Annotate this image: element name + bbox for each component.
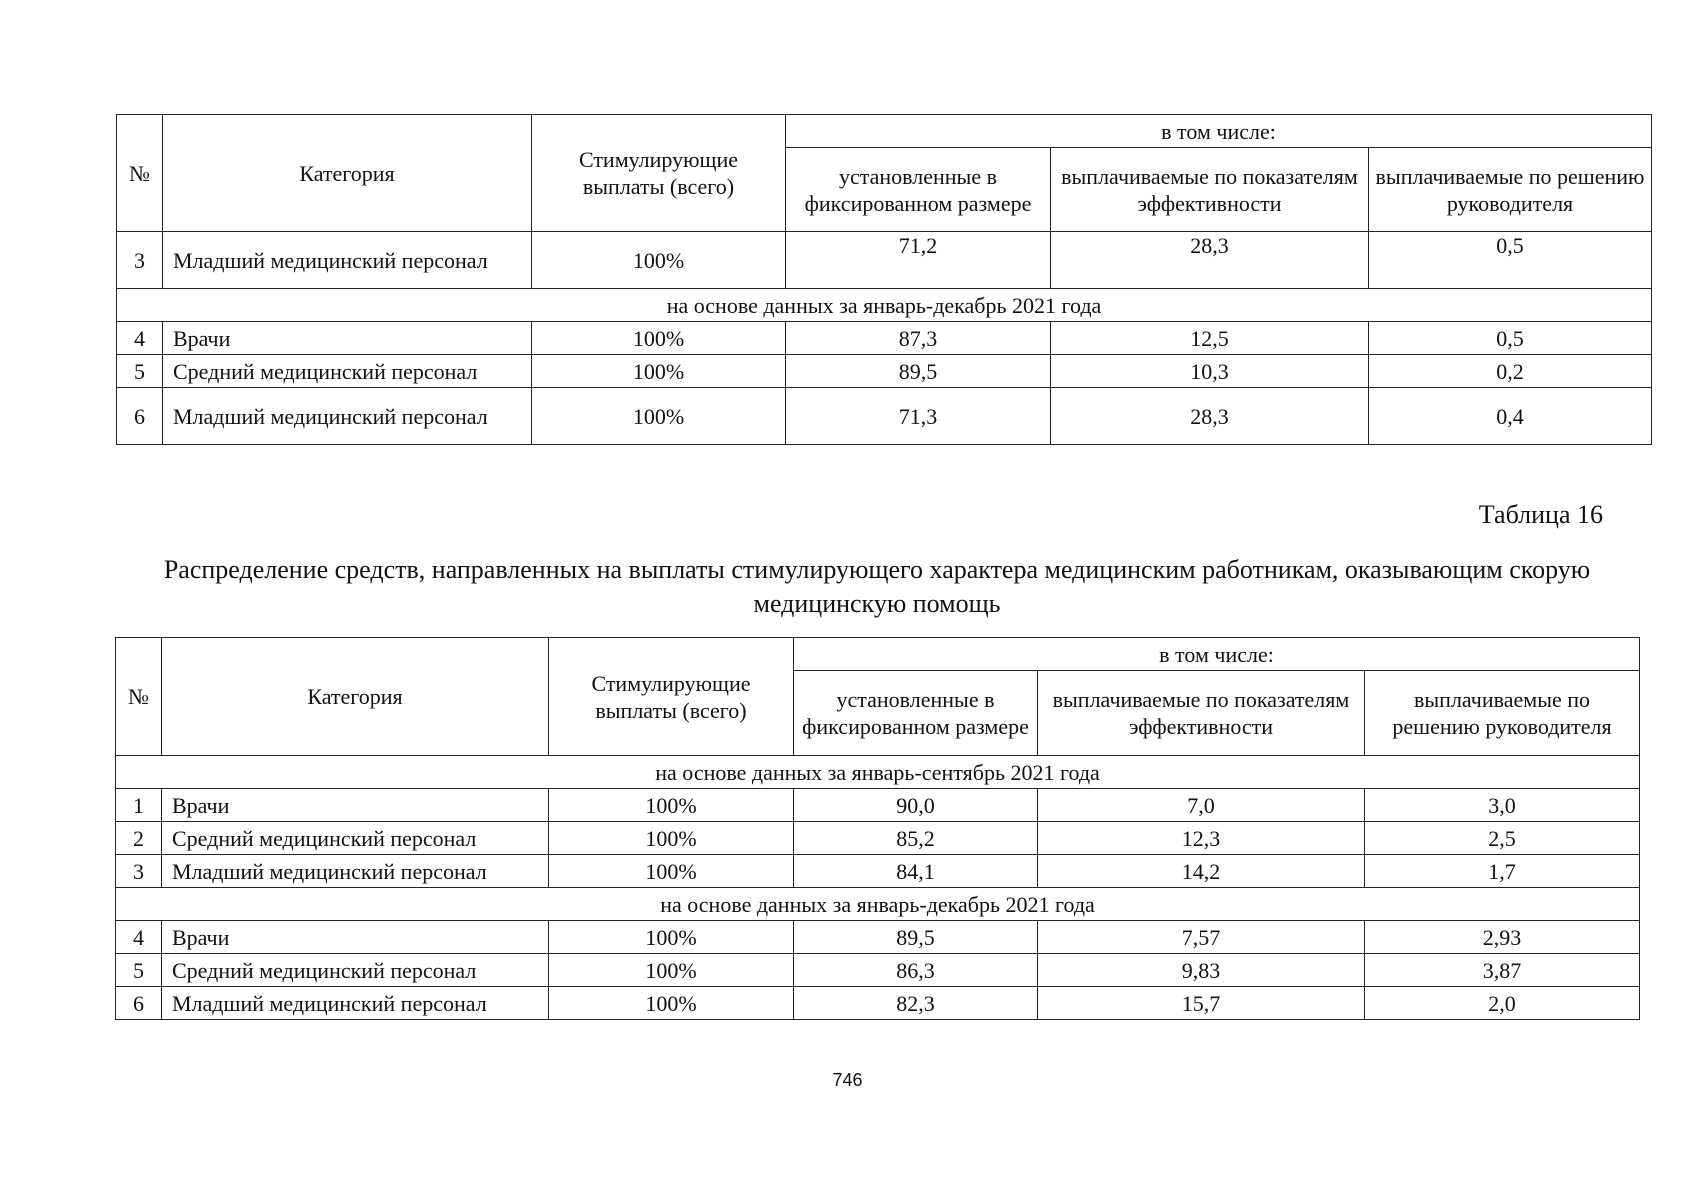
row-category: Младший медицинский персонал: [162, 987, 549, 1020]
row-manager: 0,2: [1369, 355, 1652, 388]
header-total: Стимулирующие выплаты (всего): [549, 638, 794, 756]
row-fixed: 85,2: [794, 822, 1038, 855]
table-16: [115, 637, 1640, 1020]
row-category: Врачи: [162, 921, 549, 954]
section-heading: на основе данных за январь-декабрь 2021 года: [117, 289, 1652, 322]
table-row: [117, 355, 1652, 388]
row-manager: 2,93: [1365, 921, 1640, 954]
row-manager: 0,4: [1369, 388, 1652, 445]
row-efficiency: 15,7: [1038, 987, 1365, 1020]
header-efficiency: выплачиваемые по показателям эффективности: [1051, 148, 1369, 232]
row-num: 5: [116, 954, 162, 987]
row-num: 3: [117, 232, 163, 289]
row-manager: 3,87: [1365, 954, 1640, 987]
row-fixed: 89,5: [786, 355, 1051, 388]
header-fixed: установленные в фиксированном размере: [794, 671, 1038, 756]
row-total: 100%: [549, 921, 794, 954]
row-total: 100%: [532, 232, 786, 289]
row-fixed: 89,5: [794, 921, 1038, 954]
row-manager: 1,7: [1365, 855, 1640, 888]
page-number: 746: [832, 1070, 863, 1090]
row-num: 5: [117, 355, 163, 388]
row-fixed: 71,2: [786, 232, 1051, 289]
table-row: [116, 921, 1640, 954]
row-manager: 2,0: [1365, 987, 1640, 1020]
header-manager: выплачиваемые по решению руководителя: [1369, 148, 1652, 232]
row-efficiency: 7,57: [1038, 921, 1365, 954]
row-category: Средний медицинский персонал: [163, 355, 532, 388]
row-total: 100%: [549, 987, 794, 1020]
row-category: Врачи: [163, 322, 532, 355]
row-efficiency: 7,0: [1038, 789, 1365, 822]
row-fixed: 71,3: [786, 388, 1051, 445]
table-row: [116, 855, 1640, 888]
header-total: Стимулирующие выплаты (всего): [532, 115, 786, 232]
row-manager: 0,5: [1369, 322, 1652, 355]
row-efficiency: 12,5: [1051, 322, 1369, 355]
row-num: 3: [116, 855, 162, 888]
header-num: №: [117, 115, 163, 232]
row-fixed: 86,3: [794, 954, 1038, 987]
row-efficiency: 12,3: [1038, 822, 1365, 855]
row-fixed: 84,1: [794, 855, 1038, 888]
section-heading: на основе данных за январь-декабрь 2021 года: [116, 888, 1640, 921]
table-row: [116, 822, 1640, 855]
row-category: Средний медицинский персонал: [162, 822, 549, 855]
row-total: 100%: [549, 954, 794, 987]
row-total: 100%: [532, 388, 786, 445]
table-title: Распределение средств, направленных на выплаты стимулирующего характера медицинским работникам, оказывающим скорую медицинскую помощь: [163, 555, 1591, 618]
row-num: 4: [117, 322, 163, 355]
table-row: [116, 954, 1640, 987]
section-heading: на основе данных за январь-сентябрь 2021 года: [116, 756, 1640, 789]
row-efficiency: 10,3: [1051, 355, 1369, 388]
header-category: Категория: [163, 115, 532, 232]
row-total: 100%: [532, 355, 786, 388]
table-row: [117, 388, 1652, 445]
row-fixed: 82,3: [794, 987, 1038, 1020]
row-manager: 3,0: [1365, 789, 1640, 822]
row-efficiency: 14,2: [1038, 855, 1365, 888]
row-category: Врачи: [162, 789, 549, 822]
row-manager: 2,5: [1365, 822, 1640, 855]
row-total: 100%: [532, 322, 786, 355]
table-row: [116, 987, 1640, 1020]
table-label: Таблица 16: [1478, 500, 1603, 529]
table-row: [116, 789, 1640, 822]
table-row: [117, 322, 1652, 355]
row-category: Младший медицинский персонал: [163, 232, 532, 289]
row-total: 100%: [549, 822, 794, 855]
row-fixed: 90,0: [794, 789, 1038, 822]
header-manager: выплачиваемые по решению руководителя: [1365, 671, 1640, 756]
header-fixed: установленные в фиксированном размере: [786, 148, 1051, 232]
header-efficiency: выплачиваемые по показателям эффективности: [1038, 671, 1365, 756]
row-num: 6: [117, 388, 163, 445]
row-num: 2: [116, 822, 162, 855]
header-including: в том числе:: [794, 638, 1640, 671]
row-manager: 0,5: [1369, 232, 1652, 289]
row-num: 4: [116, 921, 162, 954]
table-row: [117, 232, 1652, 289]
row-total: 100%: [549, 789, 794, 822]
header-category: Категория: [162, 638, 549, 756]
row-num: 1: [116, 789, 162, 822]
row-efficiency: 9,83: [1038, 954, 1365, 987]
row-total: 100%: [549, 855, 794, 888]
row-category: Средний медицинский персонал: [162, 954, 549, 987]
row-fixed: 87,3: [786, 322, 1051, 355]
table-15-continuation: [116, 114, 1652, 445]
header-num: №: [116, 638, 162, 756]
row-num: 6: [116, 987, 162, 1020]
row-efficiency: 28,3: [1051, 232, 1369, 289]
header-including: в том числе:: [786, 115, 1652, 148]
row-category: Младший медицинский персонал: [162, 855, 549, 888]
row-efficiency: 28,3: [1051, 388, 1369, 445]
row-category: Младший медицинский персонал: [163, 388, 532, 445]
